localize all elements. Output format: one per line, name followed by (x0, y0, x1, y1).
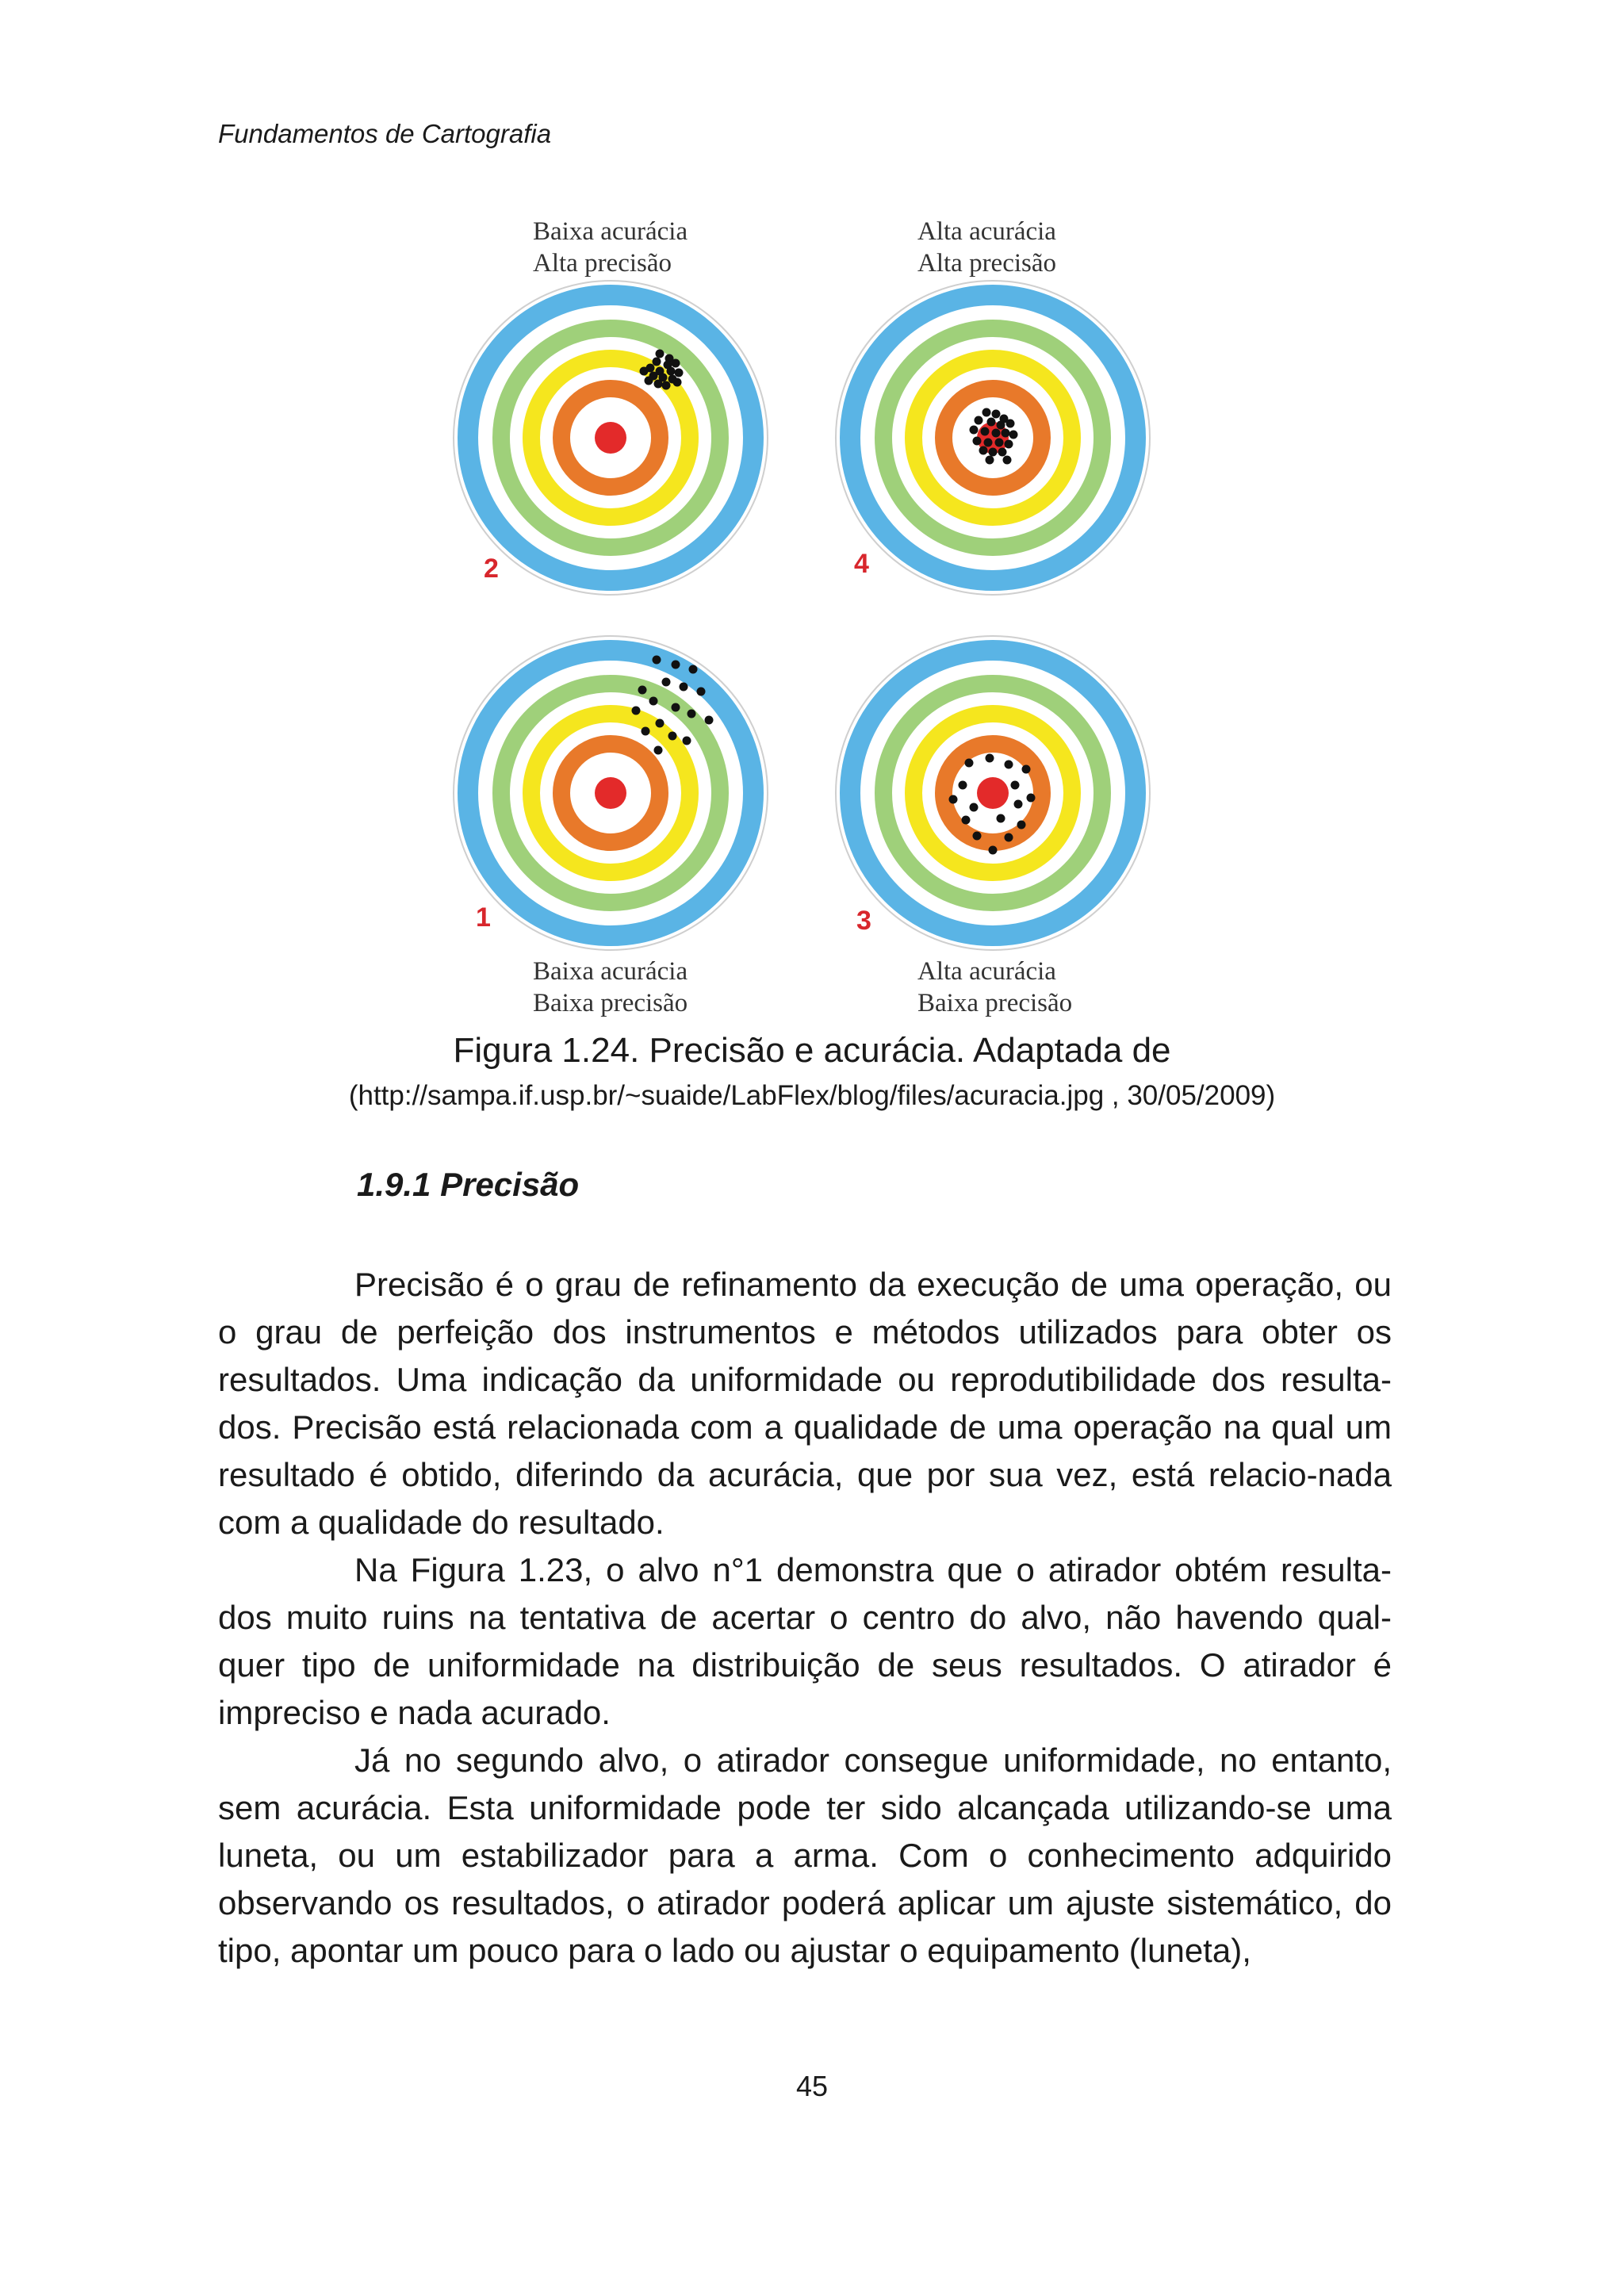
shot-mark (981, 427, 990, 436)
shot-mark (1011, 781, 1020, 790)
shot-mark (973, 832, 982, 841)
figure-source: (http://sampa.if.usp.br/~suaide/LabFlex/blog/files/acuracia.jpg , 30/05/2009) (348, 1080, 1276, 1111)
figure-caption: Figura 1.24. Precisão e acurácia. Adaptada de (453, 1031, 1171, 1070)
shot-mark (982, 408, 991, 417)
shot-mark (1022, 765, 1031, 774)
target-3 (834, 634, 1151, 952)
shot-mark (1002, 429, 1010, 438)
shot-mark (989, 846, 998, 855)
target-2 (452, 279, 769, 596)
target-1 (452, 634, 769, 952)
shot-mark (1014, 800, 1023, 809)
running-head: Fundamentos de Cartografia (218, 119, 552, 148)
shot-mark (1005, 833, 1013, 842)
shot-mark (986, 754, 994, 763)
paragraph: Já no segundo alvo, o atirador consegue uniformidade, no entanto, sem acurácia. Esta uniformidade pode ter sido alcançada utilizando-se uma luneta, ou um estabilizador para a arma. Com o conhecimento adquirido observando os resultados, o atirador poderá aplicar um ajuste sistemático, do tipo, apontar um pouco para o lado ou ajustar o equipamento (luneta), (218, 1741, 1392, 1969)
shot-mark (645, 377, 653, 385)
shot-mark (975, 416, 983, 425)
shot-mark (668, 732, 677, 741)
shot-mark (997, 814, 1005, 823)
target-4 (834, 279, 1151, 596)
shot-mark (640, 367, 649, 376)
shot-mark (1005, 761, 1013, 769)
shot-mark (653, 358, 661, 366)
shot-mark (656, 350, 665, 358)
page-number: 45 (795, 2070, 829, 2102)
shot-mark (970, 426, 979, 435)
shot-mark (959, 781, 967, 790)
target-4-number: 4 (854, 549, 869, 579)
shot-mark (688, 710, 696, 718)
shot-mark (992, 410, 1001, 419)
shot-mark (697, 688, 706, 696)
target-3-number: 3 (856, 906, 871, 936)
shot-mark (979, 446, 988, 455)
shot-mark (662, 678, 671, 687)
shot-mark (1017, 821, 1026, 829)
shot-mark (689, 665, 698, 674)
shot-mark (649, 697, 658, 706)
shot-mark (656, 719, 665, 728)
figure-targets (0, 0, 1624, 1031)
shot-mark (1027, 794, 1036, 803)
shot-mark (680, 683, 688, 692)
shot-mark (705, 716, 714, 725)
shot-mark (998, 448, 1007, 457)
shot-mark (683, 737, 691, 745)
shot-mark (654, 380, 663, 389)
shot-mark (632, 707, 641, 715)
shot-mark (638, 686, 647, 695)
shot-mark (672, 359, 680, 368)
shot-mark (984, 439, 993, 447)
shot-mark (1003, 456, 1012, 465)
shot-mark (667, 367, 676, 376)
shot-mark (662, 381, 671, 390)
shot-mark (989, 448, 998, 457)
section-heading: 1.9.1 Precisão (357, 1166, 580, 1203)
shot-mark (653, 656, 661, 665)
shot-mark (987, 418, 996, 427)
shot-mark (1006, 420, 1015, 428)
shot-mark (675, 369, 684, 377)
paragraph: Precisão é o grau de refinamento da execução de uma operação, ou o grau de perfeição dos instrumentos e métodos utilizados para obter os resultados. Uma indicação da uniformidade ou reprodutibilidade dos resulta-dos. Precisão está relacionada com a qualidade de uma operação na qual um resultado é obtido, diferindo da acurácia, que por sua vez, está relacio-nada com a qualidade do resultado. (218, 1266, 1392, 1541)
shot-mark (995, 439, 1004, 447)
shot-mark (973, 437, 982, 446)
shot-mark (654, 746, 663, 755)
target-ring (977, 777, 1009, 809)
shot-mark (965, 759, 974, 768)
shot-mark (970, 803, 979, 812)
shot-mark (1005, 440, 1013, 449)
paragraph: Na Figura 1.23, o alvo n°1 demonstra que o atirador obtém resulta-dos muito ruins na tentativa de acertar o centro do alvo, não havendo qual-quer tipo de uniformidade na distribuição de seus resultados. O atirador é impreciso e nada acurado. (218, 1551, 1392, 1731)
shot-mark (992, 429, 1001, 438)
target-4-label: Alta acurácia Alta precisão (917, 217, 1057, 278)
shot-mark (672, 703, 680, 712)
target-ring (595, 777, 626, 809)
shot-mark (673, 378, 682, 387)
shot-mark (1009, 431, 1018, 439)
shot-mark (962, 816, 971, 825)
target-ring (595, 422, 626, 454)
body-text (218, 1261, 1392, 1975)
target-2-number: 2 (484, 554, 499, 584)
target-1-number: 1 (476, 902, 491, 933)
target-3-label: Alta acurácia Baixa precisão (917, 957, 1073, 1017)
target-1-label: Baixa acurácia Baixa precisão (533, 957, 688, 1017)
target-2-label: Baixa acurácia Alta precisão (533, 217, 688, 278)
shot-mark (672, 661, 680, 669)
shot-mark (949, 795, 958, 804)
shot-mark (997, 421, 1005, 430)
shot-mark (986, 456, 994, 465)
shot-mark (642, 727, 650, 736)
